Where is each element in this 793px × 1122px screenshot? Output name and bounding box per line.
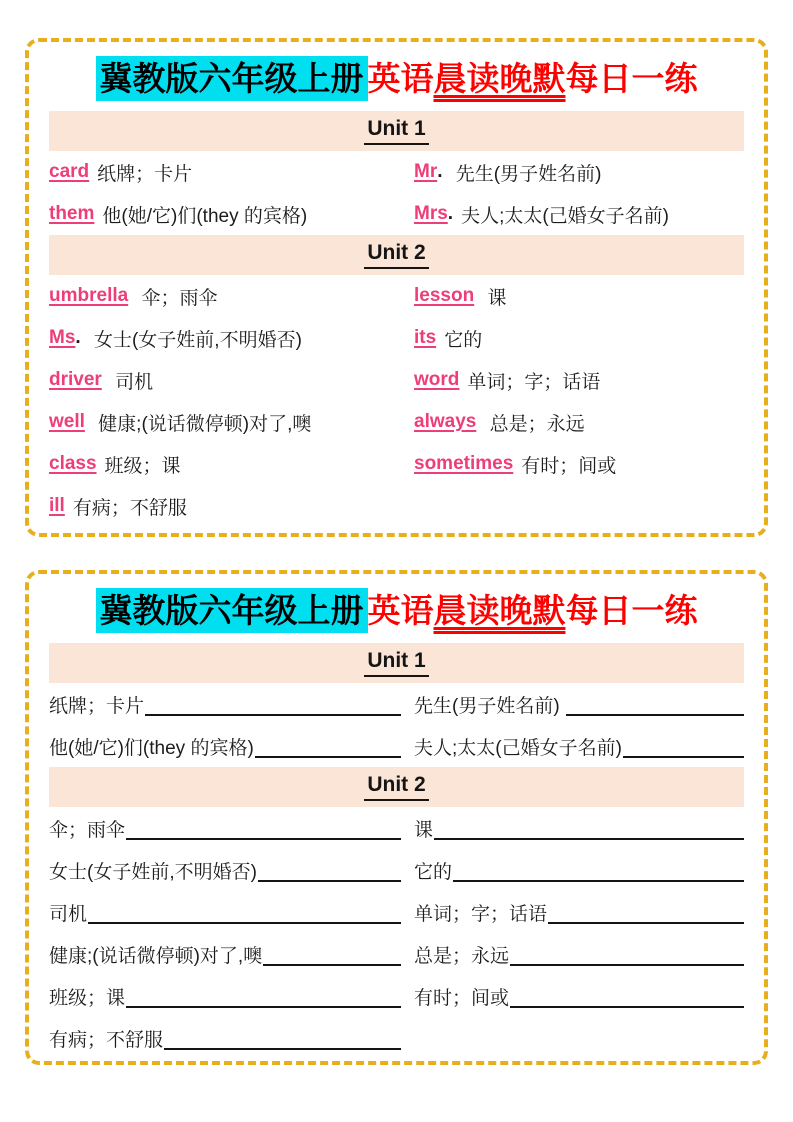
english-word: sometimes [414,453,514,474]
chinese-prompt: 有时；间或 [414,987,510,1009]
answer-blank-line [510,1006,744,1008]
answer-blank-line [263,964,401,966]
unit-1-label: Unit 1 [364,649,428,677]
chinese-prompt: 伞；雨伞 [49,819,126,841]
english-word: driver [49,369,102,390]
answer-blank-line [126,1006,401,1008]
vocab-entry [414,275,744,317]
practice-entry [49,849,401,891]
practice-sheet [25,570,768,1065]
vocab-entry [49,193,401,235]
chinese-prompt: 先生(男子姓名前) [414,695,565,717]
english-word: Ms [49,327,76,348]
page-title [49,42,744,111]
english-word: Mrs [414,203,448,224]
practice-entry [414,807,744,849]
unit-1-practice-list [49,683,744,767]
answer-blank-line [566,714,744,716]
chinese-meaning: 他(她/它)们(they 的宾格) [102,205,308,227]
title-subject: 英语 [367,592,434,629]
chinese-prompt: 有病；不舒服 [49,1029,164,1051]
answer-blank-line [126,838,401,840]
vocab-entry [414,401,744,443]
unit-2-practice-list [49,807,744,1059]
answer-blank-line [164,1048,401,1050]
vocab-entry [49,359,401,401]
english-word: well [49,411,85,432]
chinese-meaning: 伞；雨伞 [136,287,218,309]
practice-entry [49,975,401,1017]
practice-entry [49,807,401,849]
chinese-meaning: 单词；字；话语 [467,371,601,393]
chinese-meaning: 健康;(说话微停顿)对了,噢 [92,413,312,435]
answer-blank-line [510,964,744,966]
chinese-prompt: 班级；课 [49,987,126,1009]
unit-1-header [49,111,744,151]
chinese-prompt: 总是；永远 [414,945,510,967]
vocab-entry [49,443,401,485]
unit-2-word-list [49,275,744,527]
vocab-entry [414,359,744,401]
unit-1-label: Unit 1 [364,117,428,145]
practice-entry [414,975,744,1017]
chinese-meaning: 司机 [109,371,154,393]
practice-entry [49,683,401,725]
vocab-entry [49,485,401,527]
study-sheet [25,38,768,537]
chinese-meaning: 总是；永远 [484,413,585,435]
title-reading-underlined: 晨读晚默 [433,60,566,97]
practice-entry [49,891,401,933]
english-word: Mr [414,161,438,182]
word-suffix: . [437,161,443,182]
word-suffix: . [75,327,81,348]
chinese-prompt: 夫人;太太(己婚女子名前) [414,737,622,759]
answer-blank-line [548,922,744,924]
practice-entry [414,891,744,933]
vocab-entry [414,193,744,235]
chinese-prompt: 健康;(说话微停顿)对了,噢 [49,945,263,967]
practice-entry [414,725,744,767]
english-word: ill [49,495,65,516]
english-word: always [414,411,477,432]
practice-entry [49,725,401,767]
title-reading-underlined: 晨读晚默 [433,592,566,629]
title-subject: 英语 [367,60,434,97]
vocab-entry [414,317,744,359]
english-word: its [414,327,437,348]
chinese-meaning: 有病；不舒服 [72,497,187,519]
vocab-entry [49,275,401,317]
chinese-prompt: 它的 [414,861,453,883]
practice-entry [414,933,744,975]
chinese-prompt: 课 [414,819,434,841]
vocab-entry [49,401,401,443]
unit-2-header [49,767,744,807]
page-title [49,574,744,643]
vocab-entry [414,443,744,485]
chinese-prompt: 司机 [49,903,88,925]
answer-blank-line [145,714,401,716]
chinese-meaning: 它的 [444,329,483,351]
practice-entry [414,683,744,725]
answer-blank-line [453,880,744,882]
chinese-meaning: 纸牌；卡片 [97,163,193,185]
chinese-meaning: 先生(男子姓名前) [450,163,602,185]
title-edition-highlight: 冀教版六年级上册 [96,56,368,101]
unit-2-label: Unit 2 [364,773,428,801]
answer-blank-line [255,756,401,758]
english-word: lesson [414,285,475,306]
english-word: word [414,369,460,390]
chinese-meaning: 班级；课 [104,455,181,477]
practice-entry [49,933,401,975]
chinese-meaning: 夫人;太太(己婚女子名前) [461,205,670,227]
chinese-prompt: 他(她/它)们(they 的宾格) [49,737,254,759]
unit-2-header [49,235,744,275]
chinese-prompt: 女士(女子姓前,不明婚否) [49,861,257,883]
answer-blank-line [258,880,401,882]
vocab-entry-empty [414,485,744,527]
chinese-meaning: 女士(女子姓前,不明婚否) [88,329,302,351]
answer-blank-line [623,756,744,758]
english-word: class [49,453,97,474]
chinese-prompt: 纸牌；卡片 [49,695,145,717]
chinese-meaning: 有时；间或 [521,455,617,477]
practice-entry-empty [414,1017,744,1059]
unit-1-word-list [49,151,744,235]
vocab-entry [414,151,744,193]
answer-blank-line [88,922,401,924]
english-word: card [49,161,90,182]
title-tail: 每日一练 [565,60,698,97]
unit-1-header [49,643,744,683]
vocab-entry [49,317,401,359]
title-tail: 每日一练 [565,592,698,629]
chinese-prompt: 单词；字；话语 [414,903,548,925]
english-word: them [49,203,95,224]
chinese-meaning: 课 [482,287,507,309]
english-word: umbrella [49,285,129,306]
title-edition-highlight: 冀教版六年级上册 [96,588,368,633]
answer-blank-line [434,838,744,840]
vocab-entry [49,151,401,193]
practice-entry [414,849,744,891]
unit-2-label: Unit 2 [364,241,428,269]
practice-entry [49,1017,401,1059]
word-suffix: . [447,203,454,224]
